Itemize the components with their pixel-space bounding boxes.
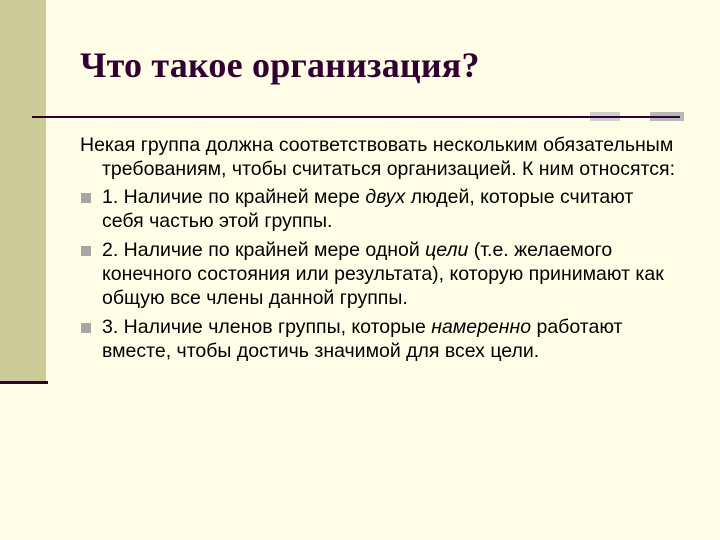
title-underline (32, 116, 680, 118)
list-item (80, 315, 680, 363)
intro-paragraph: Некая группа должна соответствовать нескольким обязательным требованиям, чтобы считаться организацией. К ним относятся: (80, 134, 675, 180)
item-text: 1. Наличие по крайней мере двух людей, которые считают себя частью этой группы. (102, 186, 634, 232)
square-bullet-icon (81, 246, 91, 256)
list-item (80, 185, 680, 233)
left-accent-bar (0, 0, 46, 383)
item-text: 3. Наличие членов группы, которые намеренно работают вместе, чтобы достичь значимой для всех цели. (102, 316, 623, 362)
slide-title: Что такое организация? (80, 45, 480, 85)
slide-body (80, 133, 680, 368)
item-emphasis: цели (425, 239, 469, 261)
item-emphasis: намеренно (431, 316, 532, 338)
left-accent-rule (0, 381, 48, 384)
square-bullet-icon (81, 193, 91, 203)
item-emphasis: двух (365, 186, 406, 208)
item-text: 2. Наличие по крайней мере одной цели (т.е. желаемого конечного состояния или результата), которую принимают как общую все члены данной группы. (102, 239, 664, 309)
square-bullet-icon (81, 323, 91, 333)
list-item (80, 238, 680, 310)
